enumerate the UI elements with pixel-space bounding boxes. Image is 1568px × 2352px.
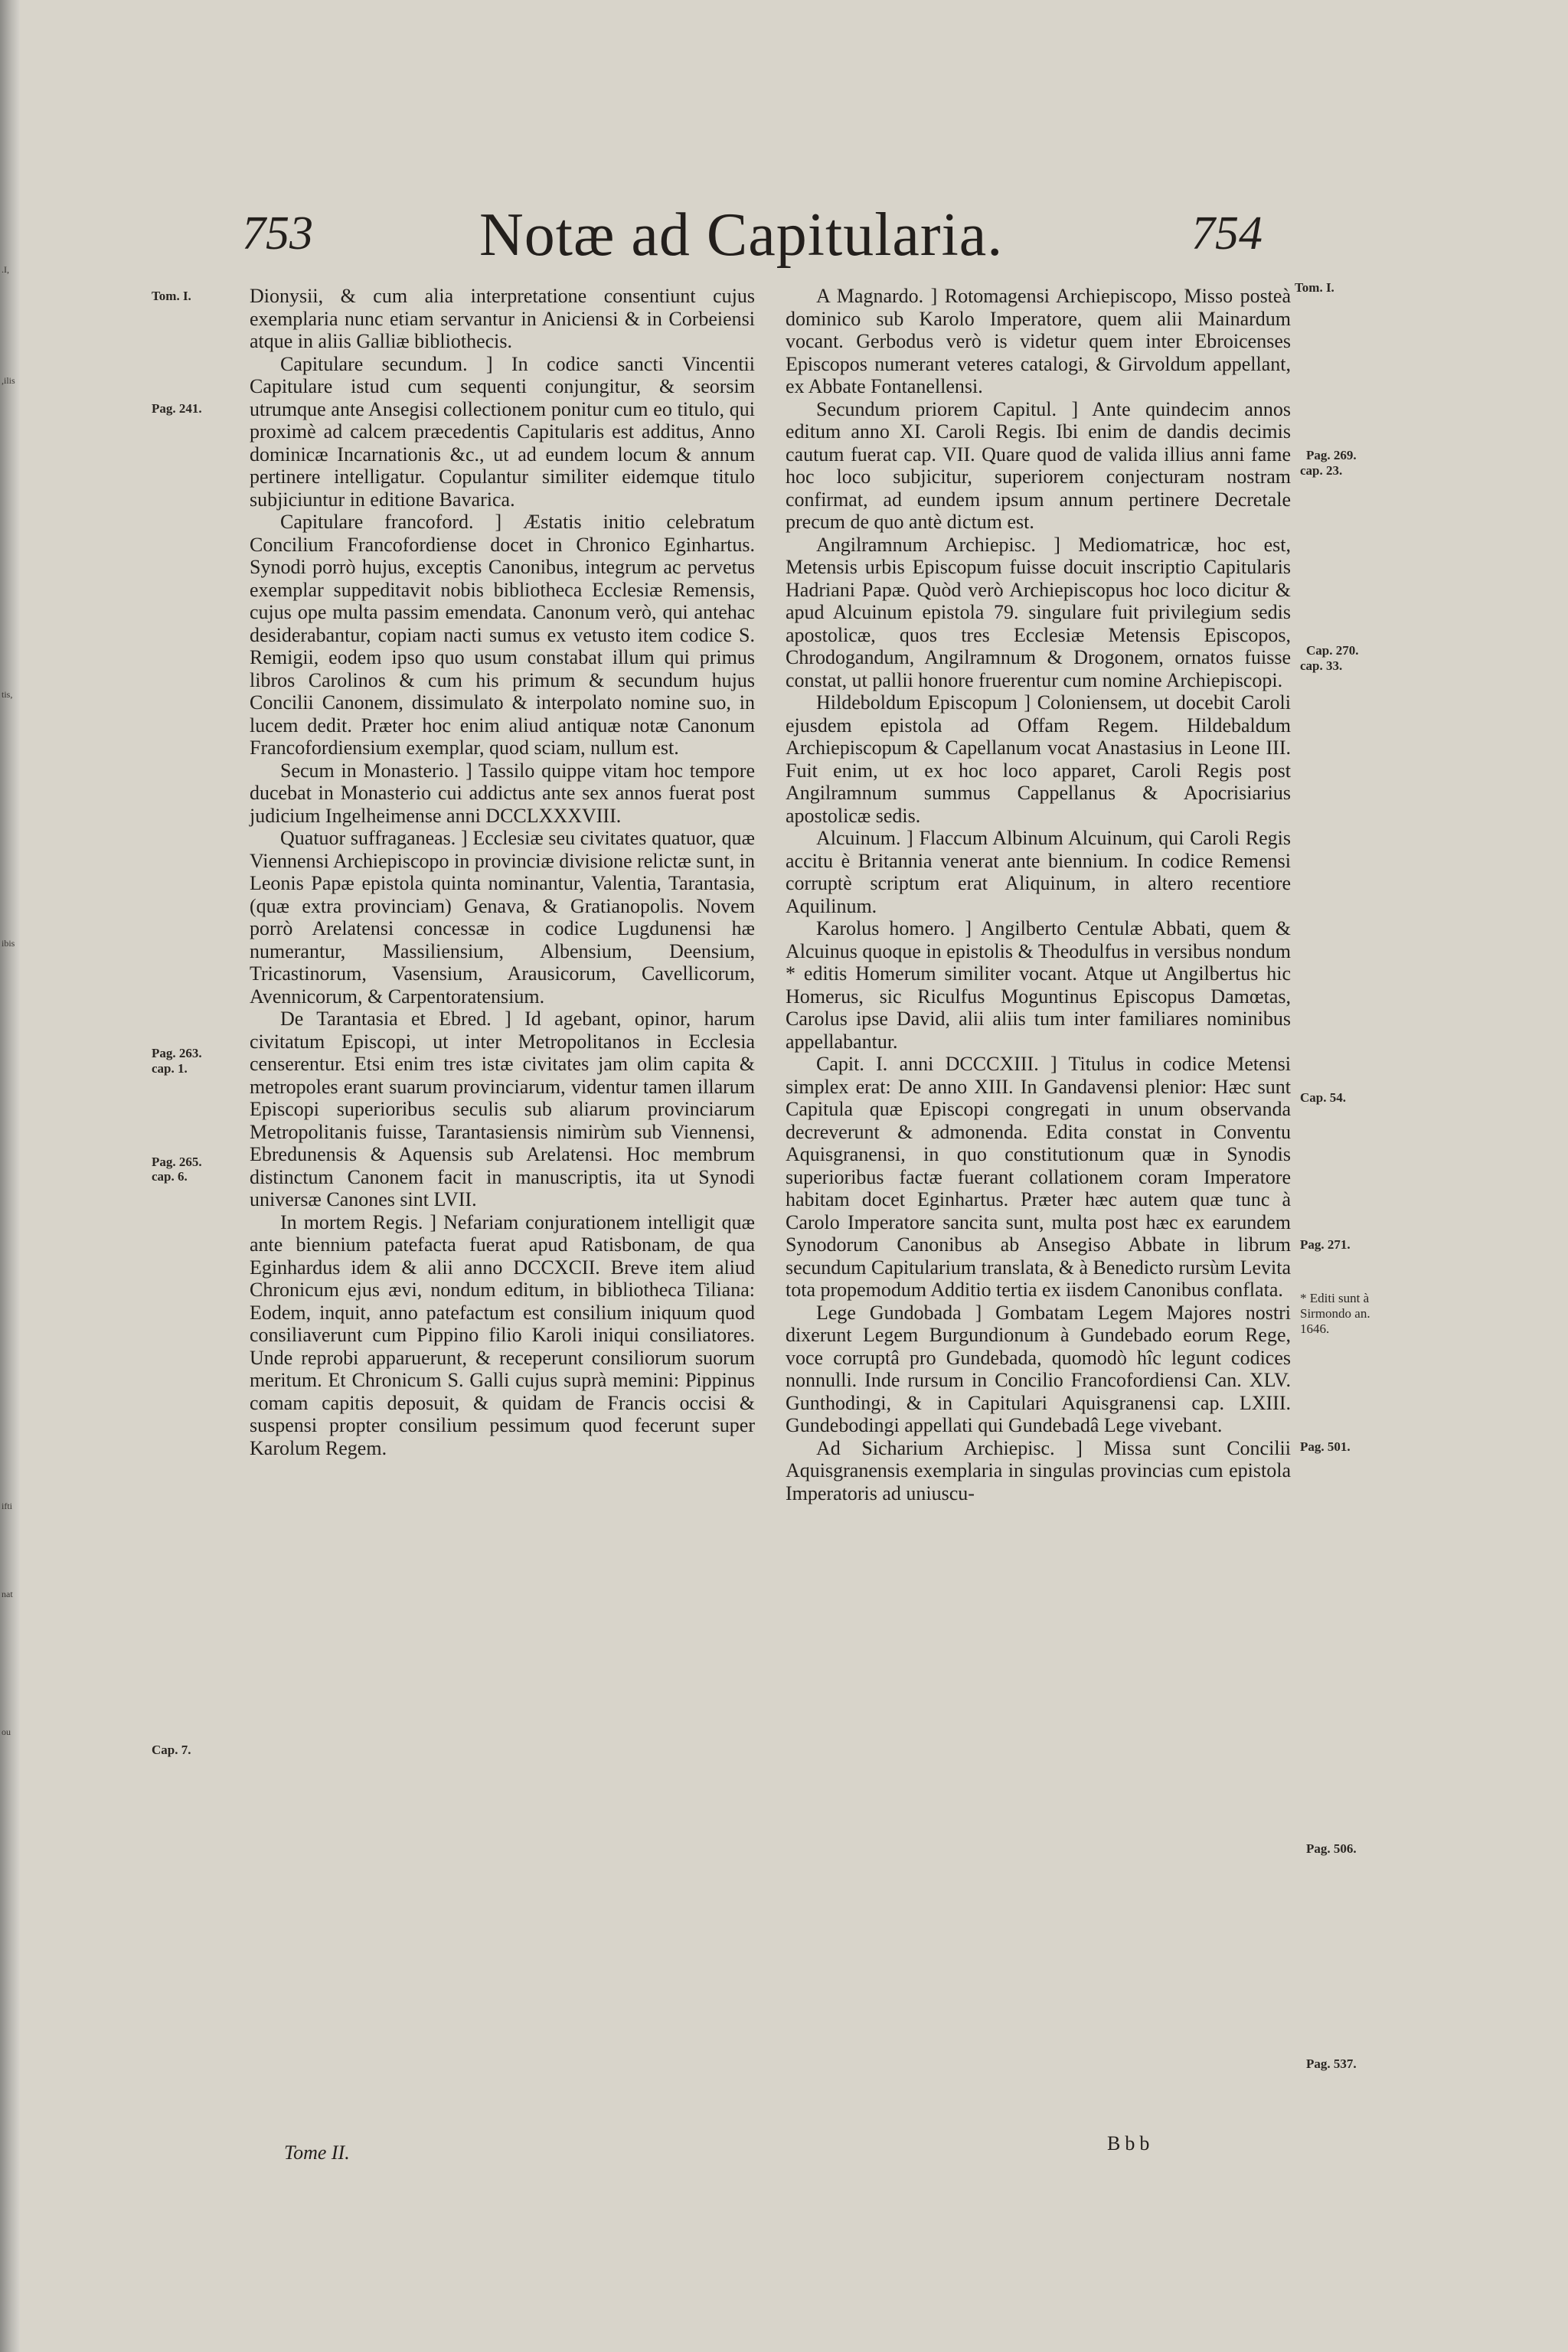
volume-footer: Tome II. (284, 2141, 350, 2164)
book-page (20, 0, 1568, 2352)
paragraph: Karolus homero. ] Angilberto Centulæ Abbati, quem & Alcuinus quoque in epistolis & Theodulfus in versibus nondum * editis Homerum similiter vocant. Atque ut Angilbertus hic Homerus, sic Riculfus Moguntinus Episcopus Damœtas, Carolus ipse David, alii aliis tum inter familiares nominibus appellabantur. (786, 917, 1291, 1053)
signature-mark: Bbb (1107, 2132, 1155, 2154)
paragraph: Angilramnum Archiepisc. ] Mediomatricæ, hoc est, Metensis urbis Episcopum fuisse docuit inscriptio Capitularis Hadriani Papæ. Quòd verò Archiepiscopus hoc loco dicitur & apud Alcuinum epistola 79. singulare fuit privilegium sedis apostolicæ, quos tres Ecclesiæ Metensis Episcopos, Chrodogandum, Angilramnum & Drogonem, ornatos fuisse constat, ut pallii honore fruerentur cum nomine Archiepiscopi. (786, 533, 1291, 691)
margin-note: Cap. 7. (152, 1743, 191, 1757)
margin-note: Tom. I. (1295, 280, 1334, 295)
paragraph: A Magnardo. ] Rotomagensi Archiepiscopo, Misso posteà dominico sub Karolo Imperatore, quem alii Mainardum vocant. Gerbodus verò is videtur quem inter Ebroicenses Episcopos numerant veteres catalogi, & Girvoldum appellant, ex Abbate Fontanellensi. (786, 285, 1291, 397)
bleed-mark: tis, (2, 689, 13, 700)
margin-note: Pag. 265. (152, 1155, 202, 1169)
margin-note: cap. 23. (1300, 463, 1343, 478)
margin-note: Pag. 271. (1300, 1237, 1351, 1252)
paragraph: De Tarantasia et Ebred. ] Id agebant, opinor, harum civitatum Episcopi, ut inter Metropolitanos in Ecclesia censerentur. Etsi enim tres istæ civitates jam olim capita & metropoles erant suarum provinciarum, videntur tamen illarum Episcopi superioribus seculis sub aliarum provinciarum Metropolitanis fuisse, Tarantasiensis nimirùm sub Viennensi, Ebredunensis & Aquensis sub Arelatensi. Hoc membrum distinctum Canonem facit in manuscriptis, ita ut Synodi universæ Canones sint LVII. (250, 1008, 755, 1210)
margin-footnote: * Editi sunt à Sirmondo an. 1646. (1300, 1291, 1370, 1336)
paragraph: Lege Gundobada ] Gombatam Legem Majores nostri dixerunt Legem Burgundionum à Gundebado eorum Rege, voce corruptâ pro Gundebada, quomodò hîc legunt codices nonnulli. Inde rursum in Concilio Francofordiensi Can. XLV. Gunthodingi, & in Capitulari Aquisgranensi cap. LXIII. Gundebodingi appellati qui Gundebadâ Lege vivebant. (786, 1301, 1291, 1436)
paragraph: Ad Sicharium Archiepisc. ] Missa sunt Concilii Aquisgranensis exemplaria in singulas provincias cum epistola Imperatoris ad uniuscu- (786, 1436, 1291, 1504)
margin-note: Tom. I. (152, 289, 191, 303)
paragraph: Hildeboldum Episcopum ] Coloniensem, ut docebit Caroli ejusdem epistola ad Offam Regem. Hildebaldum Archiepiscopum & Capellanum vocat Anastasius in Leone III. Fuit enim, ut ex hoc loco apparet, Caroli Regis post Angilramnum summus Cappellanus & Apocrisiarius apostolicæ sedis. (786, 691, 1291, 827)
bleed-mark: ou (2, 1726, 11, 1737)
paragraph: Alcuinum. ] Flaccum Albinum Alcuinum, qui Caroli Regis accitu è Britannia venerat ante biennium. In codice Remensi corruptè scriptum erat Aliquinum, in altero recentiore Aquilinum. (786, 827, 1291, 917)
paragraph: In mortem Regis. ] Nefariam conjurationem intelligit quæ ante biennium patefacta fuerat apud Ratisbonam, de qua Eginhardus idem & alii anno DCCXCII. Breve item aliud Chronicum ejus ævi, nondum editum, in bibliotheca Tiliana: Eodem, inquit, anno patefactum est consilium iniquum quod consiliaverunt cum Pippino filio Karoli iniqui consiliatores. Unde reprobi apparuerunt, & receperunt consiliorum suorum meritum. Et Chronicum S. Galli cujus suprà memini: Pippinus comam capitis deposuit, & quidam de Francis occisi & suspensi propter consilium pessimum quod fecerunt super Karolum Regem. (250, 1210, 755, 1459)
page-number-left: 753 (242, 207, 313, 260)
paragraph: Secum in Monasterio. ] Tassilo quippe vitam hoc tempore ducebat in Monasterio cui addictus ante sex annos fuerat post judicium Ingelheimense anni DCCLXXXVIII. (250, 759, 755, 827)
bleed-mark: ifti (2, 1501, 12, 1511)
paragraph: Secundum priorem Capitul. ] Ante quindecim annos editum anno XI. Caroli Regis. Ibi enim de dandis decimis cautum fuerat cap. VII. Quare quod de valida illius anni fame hoc loco subjicitur, superiorem conjecturam nostram confirmat, ad eundem ipsum annum pertinere Decretale precum de quo antè dictum est. (786, 397, 1291, 533)
margin-note: Pag. 506. (1306, 1841, 1357, 1856)
left-column (250, 285, 755, 1459)
margin-note: cap. 6. (152, 1169, 188, 1184)
right-column (786, 285, 1291, 1504)
margin-note: Pag. 241. (152, 401, 202, 416)
margin-note: Pag. 501. (1300, 1439, 1351, 1454)
page-binding-edge (0, 0, 20, 2352)
page-number-right: 754 (1191, 207, 1263, 260)
margin-note: cap. 1. (152, 1061, 188, 1076)
paragraph: Capit. I. anni DCCCXIII. ] Titulus in codice Metensi simplex erat: De anno XIII. In Gandavensi plenior: Hæc sunt Capitula quæ Episcopi congregati in unum observanda decreverunt & admonenda. Edita constat in Conventu Aquisgranensi, in quo constitutionum quæ in Synodis superioribus factæ fuerant collationem coram Imperatore habitam docet Eginhartus. Præter hæc autem quæ tunc à Carolo Imperatore sancita sunt, multa post hæc ex earundem Synodorum Canonibus ab Ansegiso Abbate in librum secundum Capitularium translata, & à Benedicto rursùm Levita tota propemodum Additio tertia ex iisdem Canonibus conflata. (786, 1053, 1291, 1301)
margin-note: cap. 33. (1300, 658, 1343, 673)
margin-note: Cap. 270. (1306, 643, 1359, 658)
margin-note: Pag. 263. (152, 1046, 202, 1060)
bleed-mark: ibis (2, 938, 15, 949)
bleed-mark: ,ilis (2, 375, 15, 386)
margin-note: Pag. 537. (1306, 2056, 1357, 2071)
margin-note: Pag. 269. (1306, 448, 1357, 462)
bleed-mark: .I, (2, 264, 9, 275)
paragraph: Capitulare secundum. ] In codice sancti Vincentii Capitulare istud cum sequenti conjungitur, & seorsim utrumque ante Ansegisi collectionem ponitur cum eo titulo, qui proximè ad calcem præcedentis Capitularis est additus, Anno dominicæ Incarnationis &c., ut ad eundem locum & annum pertinere intelligatur. Copulantur similiter eidemque titulo subjiciuntur in editione Bavarica. (250, 352, 755, 511)
paragraph: Capitulare francoford. ] Æstatis initio celebratum Concilium Francofordiense docet in Chronico Eginhartus. Synodi porrò hujus, exceptis Canonibus, integrum ac pervetus exemplar suppeditavit nobis bibliotheca Ecclesiæ Remensis, cujus ope multa passim emendata. Canonum verò, qui antehac desiderabantur, copiam nacti sumus ex vetusto item codice S. Remigii, eodem ipso quo usum constabat illum qui primus libros Carolinos & cum his primum & secundum hujus Concilii Canonem, dissimulato & interpolato nomine suo, in lucem dedit. Præter hoc enim aliud antiquæ notæ Canonum Francofordiensium exemplar, quod sciam, nullum est. (250, 511, 755, 759)
bleed-mark: nat (2, 1589, 13, 1599)
page-header (20, 201, 1568, 285)
paragraph: Quatuor suffraganeas. ] Ecclesiæ seu civitates quatuor, quæ Viennensi Archiepiscopo in provinciæ divisione relictæ sunt, in Leonis Papæ epistola quinta nominantur, Valentia, Tarantasia, (quæ extra provinciam) Genava, & Gratianopolis. Novem porrò Arelatensi concessæ in codice Lugdunensi hæ numerantur, Massiliensium, Albensium, Deensium, Tricastinorum, Vasensium, Arausicorum, Cavellicorum, Avennicorum, & Carpentoratensium. (250, 827, 755, 1008)
margin-note: Cap. 54. (1300, 1090, 1346, 1105)
paragraph: Dionysii, & cum alia interpretatione consentiunt cujus exemplaria nunc etiam servantur in Aniciensi & in Corbeiensi atque in aliis Galliæ bibliothecis. (250, 285, 755, 352)
running-title: Notæ ad Capitularia. (479, 201, 1004, 269)
